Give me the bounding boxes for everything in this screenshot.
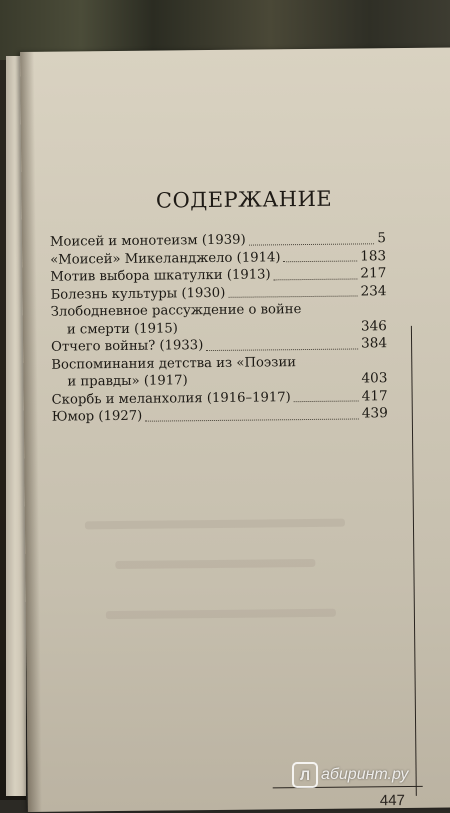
toc-entry-page: 384 [361,335,388,352]
toc-entry-page: 183 [360,247,387,264]
dot-leader [228,295,357,297]
bleed-through [85,519,345,530]
toc-entry-title: Мотив выбора шкатулки (1913) [50,267,271,285]
toc-entry-page: 403 [361,370,388,387]
toc-entry-title-line1: Злободневное рассуждение о войне [50,302,302,320]
bleed-through [106,609,336,619]
dot-leader [274,278,358,280]
book-page [20,47,450,812]
page-number: 447 [379,792,405,810]
toc-entry-title: «Моисей» Микеланджело (1914) [50,249,281,268]
toc-entry-title-line1: Воспоминания детства из «Поэзии [51,354,297,373]
toc-title: СОДЕРЖАНИЕ [155,186,333,213]
toc-entry-title: Моисей и монотеизм (1939) [49,232,246,250]
watermark-text: абиринт.ру [321,766,409,783]
toc-entry-page: 234 [360,282,387,299]
toc-entry-title: Юмор (1927) [51,408,143,425]
toc-entry-title-line2: и правды» (1917) [67,373,188,390]
toc-entry-page: 346 [360,317,387,334]
labirint-logo: Л [292,762,318,788]
bleed-through [115,559,315,569]
toc-entry-title: Скорбь и меланхолия (1916–1917) [51,389,291,408]
toc-entry-page: 417 [361,387,388,404]
dot-leader [206,348,358,351]
toc-entry-title: Отчего войны? (1933) [51,338,204,355]
dot-leader [249,243,375,245]
toc-entry-page: 217 [360,265,387,282]
toc-entry-title-line2: и смерти (1915) [66,320,178,338]
watermark [292,762,408,788]
toc-entry-page: 5 [377,230,387,247]
dot-leader [145,418,359,421]
table-of-contents [50,230,388,426]
toc-entry-title: Болезнь культуры (1930) [50,285,226,303]
toc-entry [52,405,388,426]
margin-rule-vertical [411,326,417,796]
dot-leader [284,260,358,262]
dot-leader [294,400,359,402]
toc-entry-page: 439 [361,405,388,422]
